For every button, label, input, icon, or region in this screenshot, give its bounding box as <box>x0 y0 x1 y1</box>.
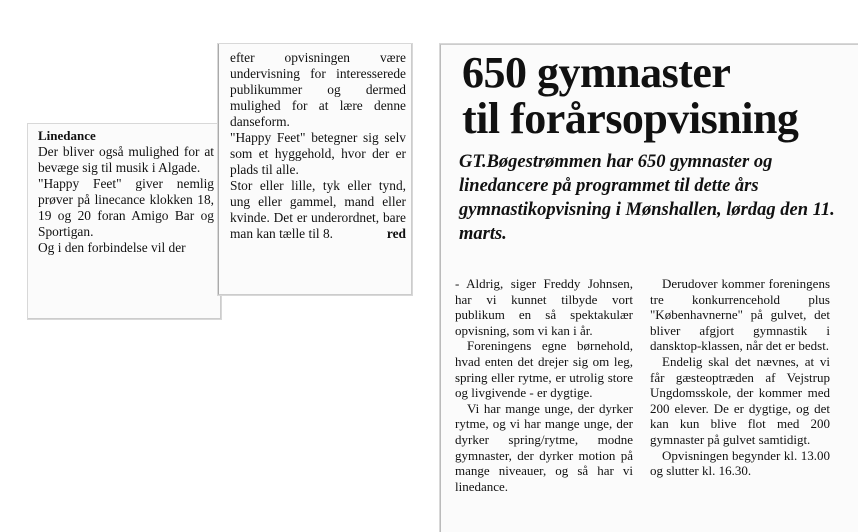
article-column-2 <box>650 276 830 479</box>
column1-paragraph-2: Foreningens egne børnehold, hvad enten det drejer sig om leg, spring eller rytme, er utrolig store og livgivende - er dygtige. <box>455 338 633 401</box>
left-paragraph-1: Der bliver også mulighed for at bevæge sig til musik i Algade. <box>38 144 214 175</box>
column2-paragraph-3: Opvisningen begynder kl. 13.00 og slutter kl. 16.30. <box>650 447 830 479</box>
middle-paragraph-1: efter opvisningen være undervisning for interesserede publikummer og dermed mulighed for at lære denne danseform. <box>230 50 406 129</box>
column1-paragraph-1: - Aldrig, siger Freddy Johnsen, har vi kunnet tilbyde vort publikum en så spektakulær opvisning, som vi kan i år. <box>455 276 633 338</box>
headline <box>462 50 852 142</box>
middle-paragraph-3: Stor eller lille, tyk eller tynd, ung eller gammel, mand eller kvinde. Det er underordnet, bare man kan tælle til 8. <box>230 178 406 241</box>
article-column-1 <box>455 276 633 494</box>
left-paragraph-3: Og i den forbindelse vil der <box>38 240 186 255</box>
column2-paragraph-1: Derudover kommer foreningens tre konkurrencehold plus "Københavnerne" på gulvet, det bliver afgjort gymnastik i dansktop-klassen, når det er bedst. <box>650 276 830 354</box>
left-paragraph-2: "Happy Feet" giver nemlig prøver på linecance klokken 18, 19 og 20 foran Amigo Bar og Sportigan. <box>38 176 214 239</box>
headline-line-1: 650 gymnaster <box>462 48 731 97</box>
middle-paragraph-2: "Happy Feet" betegner sig selv som et hyggehold, hvor der er plads til alle. <box>230 130 406 177</box>
column2-paragraph-2: Endelig skal det nævnes, at vi får gæsteoptræden af Vejstrup Ungdomsskole, der kommer med 200 elever. De er dygtige, og det kan kun blive flot med 200 gymnaster på gulvet samtidigt. <box>650 353 830 447</box>
left-clipping-text <box>38 128 214 256</box>
signature: red <box>386 226 406 241</box>
headline-line-2: til forårsopvisning <box>462 94 799 143</box>
middle-clipping-text <box>230 50 406 242</box>
subhead-linedance: Linedance <box>38 128 96 143</box>
lede: GT.Bøgestrømmen har 650 gymnaster og linedancere på programmet til dette års gymnastikopvisning i Mønshallen, lørdag den 11. marts. <box>459 152 835 244</box>
column1-paragraph-3: Vi har mange unge, der dyrker rytme, og vi har mange unge, der dyrker spring/rytme, modne gymnaster, der dyrker motion på mange niveauer, og så har vi linedance. <box>455 400 633 494</box>
